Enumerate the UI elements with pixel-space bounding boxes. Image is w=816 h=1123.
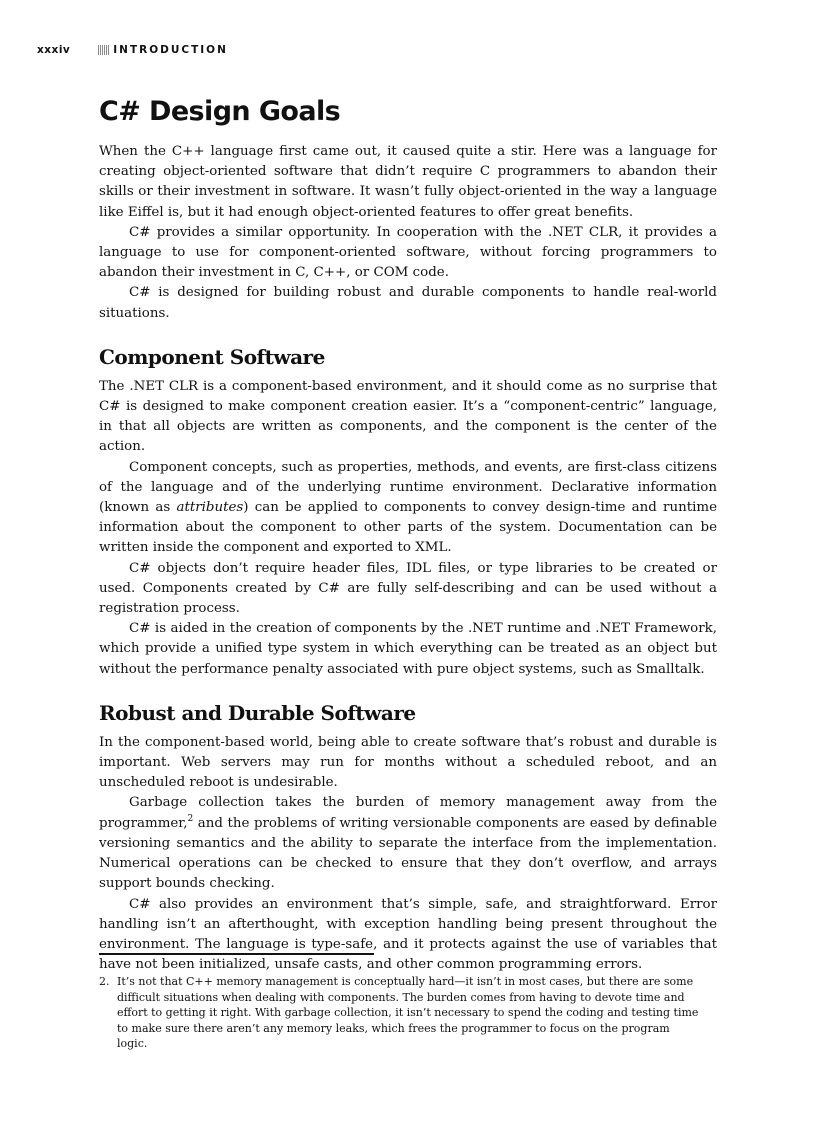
footnote-reference[interactable]: 2 bbox=[187, 813, 194, 824]
attributes-term: attributes bbox=[176, 500, 244, 516]
section-heading-robust-software: Robust and Durable Software bbox=[99, 700, 416, 725]
component-paragraph-3: C# objects don’t require header files, IDL files, or type libraries to be created or used. Components created by C# are fully self-describing and can be used without a registration process. bbox=[99, 560, 717, 617]
robust-p2-text-a: Garbage collection takes the burden of memory management away from the programmer, bbox=[99, 795, 717, 831]
page-number: xxxiv bbox=[37, 44, 71, 56]
hatch-ornament-icon bbox=[98, 45, 110, 55]
footnote-divider bbox=[99, 953, 374, 955]
page-title: C# Design Goals bbox=[99, 96, 341, 127]
running-head bbox=[37, 42, 228, 58]
running-head-section: INTRODUCTION bbox=[113, 44, 228, 56]
component-p2-text-a: Component concepts, such as properties, methods, and events, are first-class citizens of the language and of the underlying runtime environment. Declarative information (known as bbox=[99, 459, 717, 516]
intro-paragraph-1: When the C++ language first came out, it caused quite a stir. Here was a language for creating object-oriented software that didn’t require C programmers to abandon their skills or their investment in software. It wasn’t fully object-oriented in the way a language like Eiffel is, but it had enough object-oriented features to offer great benefits. bbox=[99, 144, 717, 220]
main-text bbox=[99, 92, 717, 975]
intro-paragraph-3: C# is designed for building robust and durable components to handle real-world situations. bbox=[99, 285, 717, 321]
robust-p2-text-b: and the problems of writing versionable components are eased by definable versioning semantics and the ability to separate the interface from the implementation. Numerical operations can be checked to ensure that they don’t overflow, and arrays support bounds checking. bbox=[99, 815, 717, 892]
component-paragraph-2 bbox=[99, 458, 717, 559]
robust-paragraph-2 bbox=[99, 793, 717, 894]
component-paragraph-4: C# is aided in the creation of components by the .NET runtime and .NET Framework, which provide a unified type system in which everything can be treated as an object but without the performance penalty associated with pure object systems, such as Smalltalk. bbox=[99, 621, 717, 677]
robust-paragraph-1: In the component-based world, being able to create software that’s robust and durable is important. Web servers may run for months without a scheduled reboot, and an unscheduled reboot is undesirable. bbox=[99, 734, 717, 791]
footnote bbox=[99, 974, 699, 1052]
intro-paragraph-2: C# provides a similar opportunity. In cooperation with the .NET CLR, it provides a language to use for component-oriented software, without forcing programmers to abandon their investment in C, C++, or COM code. bbox=[99, 224, 717, 281]
component-p2-text-b: ) can be applied to components to convey design-time and runtime information about the component to other parts of the system. Documentation can be written inside the component and exported to XML. bbox=[99, 500, 717, 556]
footnote-text: It’s not that C++ memory management is conceptually hard—it isn’t in most cases, but there are some difficult situations when dealing with components. The burden comes from having to devote time and effort to getting it right. With garbage collection, it isn’t necessary to spend the coding and testing time to make sure there aren’t any memory leaks, which frees the programmer to focus on the program logic. bbox=[117, 975, 699, 1050]
section-heading-component-software: Component Software bbox=[99, 344, 325, 369]
component-paragraph-1: The .NET CLR is a component-based environment, and it should come as no surprise that C# is designed to make component creation easier. It’s a “component-centric” language, in that all objects are written as components, and the component is the center of the action. bbox=[99, 378, 717, 455]
robust-paragraph-3: C# also provides an environment that’s simple, safe, and straightforward. Error handling isn’t an afterthought, with exception handling being present throughout the environment. The language is type-safe, and it protects against the use of variables that have not been initialized, unsafe casts, and other common programming errors. bbox=[99, 896, 717, 973]
footnote-number: 2. bbox=[99, 975, 110, 988]
